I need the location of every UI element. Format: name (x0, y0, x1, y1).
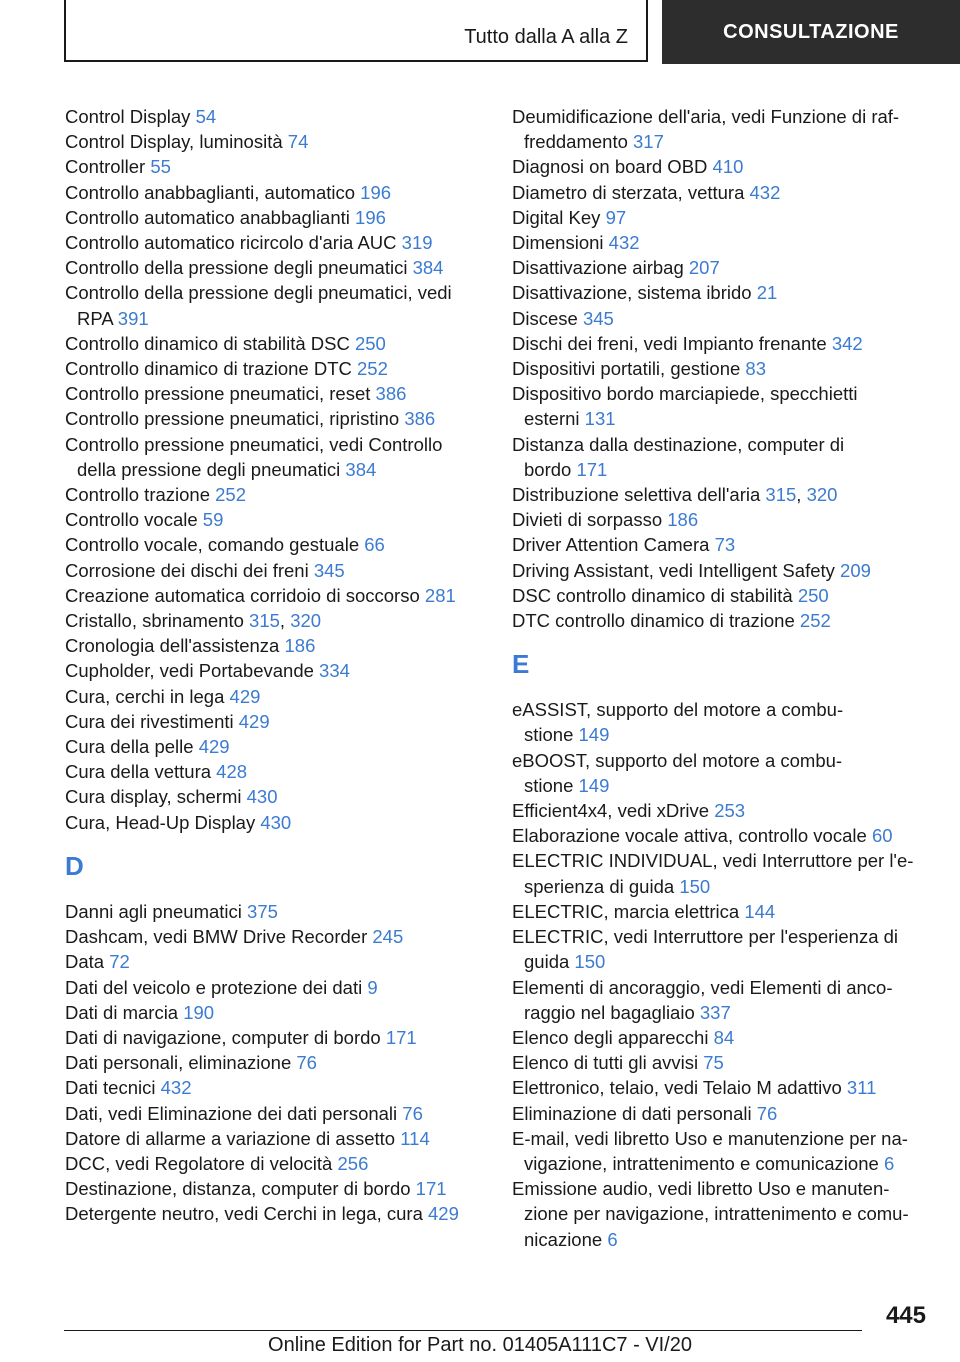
index-entry (512, 608, 932, 633)
index-entry (65, 1126, 485, 1151)
footer-edition: Online Edition for Part no. 01405A111C7 - VI/20 (268, 1334, 692, 1356)
page-reference-link[interactable]: 207 (688, 257, 720, 279)
index-entry-text: Dimensioni (512, 232, 609, 254)
index-letter-heading: E (512, 649, 530, 680)
page-number: 445 (885, 1302, 926, 1329)
index-entry (65, 381, 485, 406)
index-entry-text: Datore di allarme a variazione di assetto (65, 1127, 401, 1149)
index-entry (512, 558, 932, 583)
page-reference-link[interactable]: 430 (260, 811, 292, 833)
index-entry-text: Dati personali, eliminazione (65, 1052, 297, 1074)
page-reference-link[interactable]: 6 (607, 1228, 618, 1250)
index-entry-text: Dispositivi portatili, gestione (512, 358, 746, 380)
index-entry (512, 1101, 932, 1126)
index-entry: Cristallo, sbrinamento 315, 320 (65, 610, 322, 632)
index-entry (65, 709, 485, 734)
page-reference-link[interactable]: 319 (401, 232, 433, 254)
index-entry (65, 684, 485, 709)
page-reference-link[interactable]: 76 (402, 1102, 423, 1124)
page-reference-link[interactable]: 252 (215, 484, 247, 506)
page-reference-link[interactable]: 386 (375, 383, 407, 405)
page-reference-link[interactable]: 144 (744, 900, 776, 922)
page-reference-link[interactable]: 281 (424, 584, 456, 606)
page-reference-link[interactable]: 114 (400, 1127, 430, 1149)
index-entry (65, 406, 485, 431)
index-entry-text: Controllo vocale (65, 509, 203, 531)
index-entry-text: Elementi di ancoraggio, vedi Elementi di anco- raggio nel bagagliaio (512, 976, 893, 1023)
index-entry-text: Elenco di tutti gli avvisi (512, 1052, 704, 1074)
index-entry (65, 759, 485, 784)
index-entry (65, 432, 485, 482)
index-entry (65, 180, 485, 205)
page-reference-link[interactable]: 186 (667, 509, 699, 531)
index-entry-text: Controllo automatico anabbaglianti (65, 206, 356, 228)
index-entry (512, 507, 932, 532)
index-entry (65, 583, 485, 608)
index-entry (512, 381, 932, 431)
index-entry-text: Deumidificazione dell'aria, vedi Funzione di raf- freddamento (512, 106, 900, 153)
page-reference-link[interactable]: 6 (883, 1152, 895, 1174)
page-reference-link[interactable]: 334 (319, 660, 350, 682)
page-reference-link[interactable]: 55 (150, 156, 171, 178)
index-entry-text: Disattivazione airbag (512, 257, 689, 279)
index-entry (65, 949, 485, 974)
index-entry-text: Data (65, 951, 110, 973)
index-entry (512, 432, 932, 482)
index-entry (512, 697, 932, 747)
index-entry-text: DTC controllo dinamico di trazione (512, 610, 800, 632)
index-entry-text: Dati tecnici (65, 1077, 161, 1099)
page-reference-link[interactable]: 196 (355, 206, 386, 228)
page-reference-link[interactable]: 320 (806, 484, 838, 506)
index-entry (65, 129, 485, 154)
page-reference-link[interactable]: 171 (385, 1026, 417, 1048)
index-entry-text: Control Display (65, 106, 196, 127)
page-reference-link[interactable]: 97 (605, 206, 627, 228)
index-entry (512, 532, 932, 557)
index-letter-heading: D (65, 850, 84, 881)
page-reference-link[interactable]: 131 (584, 408, 616, 430)
index-entry (65, 356, 485, 381)
index-entry-text: Cronologia dell'assistenza (65, 635, 285, 657)
page-reference-link[interactable]: 432 (608, 232, 640, 254)
index-entry (65, 1151, 485, 1176)
index-entry-text: Efficient4x4, vedi xDrive (512, 800, 715, 822)
page-reference-link[interactable]: 75 (703, 1052, 724, 1074)
page-reference-link[interactable]: 150 (679, 875, 711, 897)
page-reference-link[interactable]: 73 (714, 534, 736, 556)
index-entry-text: Driver Attention Camera (512, 534, 715, 556)
index-entry (65, 633, 485, 658)
index-entry-text: Dati, vedi Eliminazione dei dati personali (65, 1102, 403, 1124)
page-reference-link[interactable]: 429 (428, 1203, 459, 1225)
index-entry (65, 784, 485, 809)
index-entry-text: Controllo della pressione degli pneumatici, vedi RPA (65, 282, 457, 329)
index-entry (512, 280, 932, 305)
index-entry-text: Controllo dinamico di trazione DTC (65, 358, 358, 380)
index-entry-text: Controllo della pressione degli pneumatici (65, 257, 413, 279)
index-entry (512, 154, 932, 179)
index-entry (65, 1101, 485, 1126)
index-entry (65, 1050, 485, 1075)
index-entry-text: Corrosione dei dischi dei freni (65, 559, 314, 581)
index-entry-text: Controllo pressione pneumatici, vedi Controllo della pressione degli pneumatici (65, 433, 448, 480)
page-reference-link[interactable]: 430 (246, 786, 278, 808)
index-entry-text: Creazione automatica corridoio di soccorso (65, 584, 425, 606)
page-reference-link[interactable]: 429 (229, 685, 261, 707)
index-entry-text: Elettronico, telaio, vedi Telaio M adattivo (512, 1077, 847, 1099)
page-reference-link[interactable]: 74 (287, 131, 309, 153)
index-entry-text: Digital Key (512, 206, 606, 228)
page-reference-link[interactable]: 375 (247, 900, 278, 922)
index-entry-text: Controllo anabbaglianti, automatico (65, 181, 361, 203)
page-reference-link[interactable]: 337 (699, 1001, 731, 1023)
index-entry-text: Controllo trazione (65, 484, 216, 506)
page-reference-link[interactable]: 149 (578, 724, 610, 746)
index-entry-text: ELECTRIC, marcia elettrica (512, 900, 745, 922)
index-entry (65, 154, 485, 179)
index-entry-text: Distribuzione selettiva dell'aria (512, 484, 766, 506)
index-entry-text: Diametro di sterzata, vettura (512, 181, 750, 203)
index-entry (65, 255, 485, 280)
index-entry-text: Distanza dalla destinazione, computer di bordo (512, 433, 845, 480)
index-entry (512, 583, 932, 608)
index-entry (65, 1176, 485, 1201)
page-reference-link[interactable]: 253 (714, 800, 746, 822)
page-reference-link[interactable]: 9 (367, 976, 378, 998)
page-reference-link[interactable]: 66 (364, 534, 385, 556)
index-entry-text: Dati di navigazione, computer di bordo (65, 1026, 386, 1048)
page-reference-link[interactable]: 54 (195, 106, 217, 127)
index-entry-text: Cura display, schermi (65, 786, 247, 808)
page-reference-link[interactable]: 432 (160, 1077, 192, 1099)
index-entry (65, 280, 485, 330)
index-entry-text: Dati di marcia (65, 1001, 184, 1023)
page-reference-link[interactable]: 429 (238, 710, 270, 732)
index-entry-text: Destinazione, distanza, computer di bordo (65, 1178, 416, 1200)
index-column-left (65, 104, 485, 1227)
index-entry-text: ELECTRIC, vedi Interruttore per l'esperienza di guida (512, 926, 899, 973)
index-entry-text: Controllo automatico ricircolo d'aria AUC (65, 232, 402, 254)
page-reference-link[interactable]: 196 (360, 181, 392, 203)
page-reference-link[interactable]: 150 (574, 951, 606, 973)
index-entry-text: DSC controllo dinamico di stabilità (512, 584, 798, 606)
index-entry (65, 331, 485, 356)
page-reference-link[interactable]: 59 (202, 509, 224, 531)
index-entry-text: Controller (65, 156, 151, 178)
index-entry: Distribuzione selettiva dell'aria 315, 320 (512, 484, 838, 506)
index-entry-text: Eliminazione di dati personali (512, 1102, 757, 1124)
page-reference-link[interactable]: 209 (840, 559, 871, 581)
index-entry (65, 104, 485, 129)
header-frame (64, 0, 648, 62)
index-entry (512, 104, 932, 154)
page-reference-link[interactable]: 83 (745, 358, 766, 380)
page-reference-link[interactable]: 428 (216, 761, 248, 783)
page-reference-link[interactable]: 432 (749, 181, 781, 203)
index-entry (512, 748, 932, 798)
index-entry (65, 558, 485, 583)
index-entry-text: Divieti di sorpasso (512, 509, 668, 531)
index-column-right (512, 104, 932, 1252)
index-entry (512, 1075, 932, 1100)
index-entry (65, 1201, 485, 1226)
page-reference-link[interactable]: 315 (765, 484, 797, 506)
index-entry (512, 306, 932, 331)
index-entry-text: Controllo dinamico di stabilità DSC (65, 332, 355, 354)
index-entry (65, 1000, 485, 1025)
index-entry (65, 205, 485, 230)
index-entry-text: Cristallo, sbrinamento (65, 610, 250, 632)
index-entry-text: Dischi dei freni, vedi Impianto frenante (512, 332, 832, 354)
index-entry (512, 899, 932, 924)
page-reference-link[interactable]: 317 (633, 131, 664, 153)
footer-rule (64, 1330, 862, 1331)
index-entry-text: eBOOST, supporto del motore a combu- stione (512, 749, 843, 796)
index-entry (512, 798, 932, 823)
index-entry (512, 975, 932, 1025)
page-reference-link[interactable]: 250 (354, 332, 386, 354)
index-entry-text: Detergente neutro, vedi Cerchi in lega, cura (65, 1203, 429, 1225)
index-entry-text: Cura della vettura (65, 761, 217, 783)
index-entry-text: Controllo pressione pneumatici, reset (65, 383, 376, 405)
index-entry (65, 975, 485, 1000)
index-entry-text: Control Display, luminosità (65, 131, 288, 153)
page-reference-link[interactable]: 60 (871, 825, 893, 847)
page-reference-link[interactable]: 342 (831, 332, 863, 354)
index-entry (512, 1176, 932, 1252)
index-entry (512, 1025, 932, 1050)
page-reference-link[interactable]: 315 (249, 610, 280, 632)
index-entry (512, 205, 932, 230)
index-entry (65, 1025, 485, 1050)
page-reference-link[interactable]: 245 (372, 926, 404, 948)
index-entry-text: Cupholder, vedi Portabevande (65, 660, 320, 682)
index-entry (65, 532, 485, 557)
page-reference-link[interactable]: 252 (357, 358, 388, 380)
index-entry-text: Cura, Head-Up Display (65, 811, 261, 833)
page-reference-link[interactable]: 84 (713, 1026, 735, 1048)
index-entry-text: Cura, cerchi in lega (65, 685, 230, 707)
page-reference-link[interactable]: 252 (799, 610, 831, 632)
index-entry (512, 924, 932, 974)
index-entry-text: Diagnosi on board OBD (512, 156, 713, 178)
index-entry (512, 848, 932, 898)
page-reference-link[interactable]: 384 (345, 458, 377, 480)
index-entry (65, 924, 485, 949)
page-header (64, 0, 960, 64)
page-reference-link[interactable]: 320 (290, 610, 322, 632)
index-entry (512, 255, 932, 280)
page-reference-link[interactable]: 21 (756, 282, 778, 304)
index-entry-text: DCC, vedi Regolatore di velocità (65, 1152, 338, 1174)
index-entry (65, 810, 485, 835)
page-reference-link[interactable]: 345 (313, 559, 345, 581)
page-reference-link[interactable]: 250 (797, 584, 829, 606)
index-entry-text: Dashcam, vedi BMW Drive Recorder (65, 926, 373, 948)
page-reference-link[interactable]: 345 (582, 307, 614, 329)
index-entry-text: Discese (512, 307, 583, 329)
index-entry-text: Controllo vocale, comando gestuale (65, 534, 365, 556)
page-reference-link[interactable]: 76 (296, 1052, 317, 1074)
page-reference-link[interactable]: 429 (198, 736, 230, 758)
index-entry-text: Elenco degli apparecchi (512, 1026, 714, 1048)
index-entry-text: eASSIST, supporto del motore a combu- stione (512, 699, 844, 746)
index-entry (65, 658, 485, 683)
index-entry (65, 230, 485, 255)
index-entry-text: Controllo pressione pneumatici, ripristino (65, 408, 405, 430)
index-entry-text: Danni agli pneumatici (65, 900, 248, 922)
index-entry (512, 823, 932, 848)
page-reference-link[interactable]: 72 (109, 951, 130, 973)
index-entry (65, 507, 485, 532)
page-reference-link[interactable]: 311 (846, 1077, 877, 1099)
index-entry (512, 180, 932, 205)
page-reference-link[interactable]: 171 (415, 1178, 447, 1200)
index-entry (512, 1126, 932, 1176)
index-entry (512, 1050, 932, 1075)
index-entry-text: Disattivazione, sistema ibrido (512, 282, 757, 304)
page-reference-link[interactable]: 186 (284, 635, 316, 657)
index-entry-text: Cura della pelle (65, 736, 199, 758)
index-entry (512, 230, 932, 255)
index-entry-text: Elaborazione vocale attiva, controllo vocale (512, 825, 872, 847)
index-entry-text: Driving Assistant, vedi Intelligent Safety (512, 559, 841, 581)
page-reference-link[interactable]: 149 (578, 774, 610, 796)
chapter-tab: CONSULTAZIONE (662, 0, 960, 64)
index-entry-text: Cura dei rivestimenti (65, 710, 239, 732)
page-reference-link[interactable]: 76 (756, 1102, 778, 1124)
index-entry (65, 734, 485, 759)
page-reference-link[interactable]: 190 (183, 1001, 215, 1023)
page-reference-link[interactable]: 410 (712, 156, 744, 178)
page-reference-link[interactable]: 256 (337, 1152, 369, 1174)
index-entry (512, 356, 932, 381)
page-reference-link[interactable]: 391 (117, 307, 149, 329)
index-entry (512, 331, 932, 356)
index-entry (65, 899, 485, 924)
page-reference-link[interactable]: 386 (404, 408, 436, 430)
index-entry-text: Dispositivo bordo marciapiede, specchietti esterni (512, 383, 858, 430)
page-reference-link[interactable]: 384 (412, 257, 444, 279)
index-entry-text: E-mail, vedi libretto Uso e manutenzione per na- vigazione, intrattenimento e comunicazione (512, 1127, 908, 1174)
index-entry-text: Dati del veicolo e protezione dei dati (65, 976, 368, 998)
index-entry-text: ELECTRIC INDIVIDUAL, vedi Interruttore per l'e- sperienza di guida (512, 850, 914, 897)
index-entry-text: Emissione audio, vedi libretto Uso e manuten- zione per navigazione, intrattenimento e comu- nicazione (512, 1178, 909, 1250)
index-entry (65, 1075, 485, 1100)
index-entry (65, 482, 485, 507)
section-title: Tutto dalla A alla Z (464, 26, 628, 48)
page-reference-link[interactable]: 171 (576, 458, 608, 480)
